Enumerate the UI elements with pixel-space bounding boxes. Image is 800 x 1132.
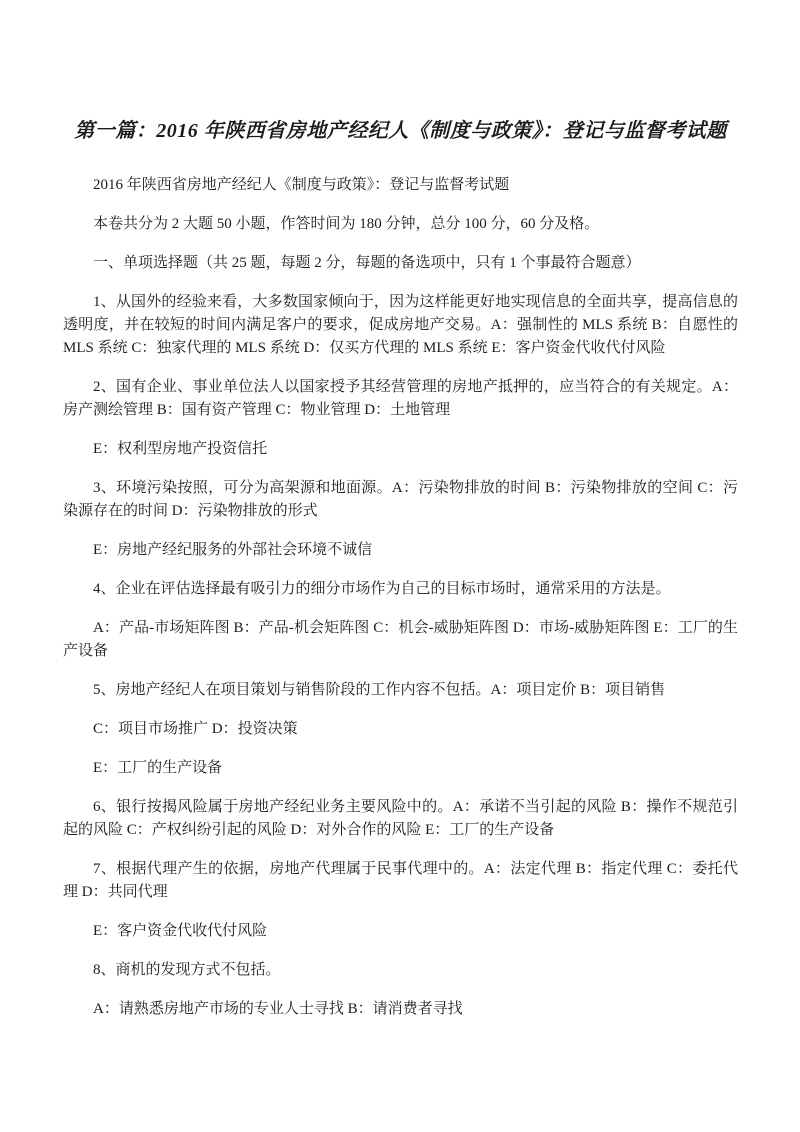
question-3-option-e: E：房地产经纪服务的外部社会环境不诚信	[93, 542, 373, 558]
section-1-heading: 一、单项选择题（共 25 题，每题 2 分，每题的备选项中，只有 1 个事最符合题意）	[93, 255, 641, 271]
document-title: 第一篇：2016 年陕西省房地产经纪人《制度与政策》：登记与监督考试题	[74, 120, 727, 142]
document-subtitle: 2016 年陕西省房地产经纪人《制度与政策》：登记与监督考试题	[93, 177, 510, 193]
exam-summary: 本卷共分为 2 大题 50 小题，作答时间为 180 分钟，总分 100 分，60 分及格。	[93, 216, 600, 232]
question-1: 1、从国外的经验来看，大多数国家倾向于，因为这样能更好地实现信息的全面共享，提高信息的透明度，并在较短的时间内满足客户的要求，促成房地产交易。A：强制性的 MLS 系统 B：自愿性的 MLS 系统 C：独家代理的 MLS 系统 D：仅买方代理的 MLS 系统 E：客户资金代收代付风险	[63, 294, 738, 356]
question-4: 4、企业在评估选择最有吸引力的细分市场作为自己的目标市场时，通常采用的方法是。	[93, 581, 671, 597]
question-8-options-ab: A：请熟悉房地产市场的专业人士寻找 B：请消费者寻找	[93, 1001, 463, 1017]
question-2-option-e: E：权利型房地产投资信托	[93, 441, 268, 457]
question-5: 5、房地产经纪人在项目策划与销售阶段的工作内容不包括。A：项目定价 B：项目销售	[93, 682, 666, 698]
question-3: 3、环境污染按照，可分为高架源和地面源。A：污染物排放的时间 B：污染物排放的空间 C：污染源存在的时间 D：污染物排放的形式	[63, 480, 738, 519]
question-7: 7、根据代理产生的依据，房地产代理属于民事代理中的。A：法定代理 B：指定代理 C：委托代理 D：共同代理	[63, 861, 738, 900]
question-7-option-e: E：客户资金代收代付风险	[93, 923, 268, 939]
question-6: 6、银行按揭风险属于房地产经纪业务主要风险中的。A：承诺不当引起的风险 B：操作不规范引起的风险 C：产权纠纷引起的风险 D：对外合作的风险 E：工厂的生产设备	[63, 799, 738, 838]
question-5-options-cd: C：项目市场推广 D：投资决策	[93, 721, 298, 737]
question-8: 8、商机的发现方式不包括。	[93, 962, 281, 978]
question-2: 2、国有企业、事业单位法人以国家授予其经营管理的房地产抵押的，应当符合的有关规定。A：房产测绘管理 B：国有资产管理 C：物业管理 D：土地管理	[63, 379, 738, 418]
question-5-option-e: E：工厂的生产设备	[93, 760, 223, 776]
question-4-options: A：产品-市场矩阵图 B：产品-机会矩阵图 C：机会-威胁矩阵图 D：市场-威胁矩阵图 E：工厂的生产设备	[63, 620, 738, 659]
